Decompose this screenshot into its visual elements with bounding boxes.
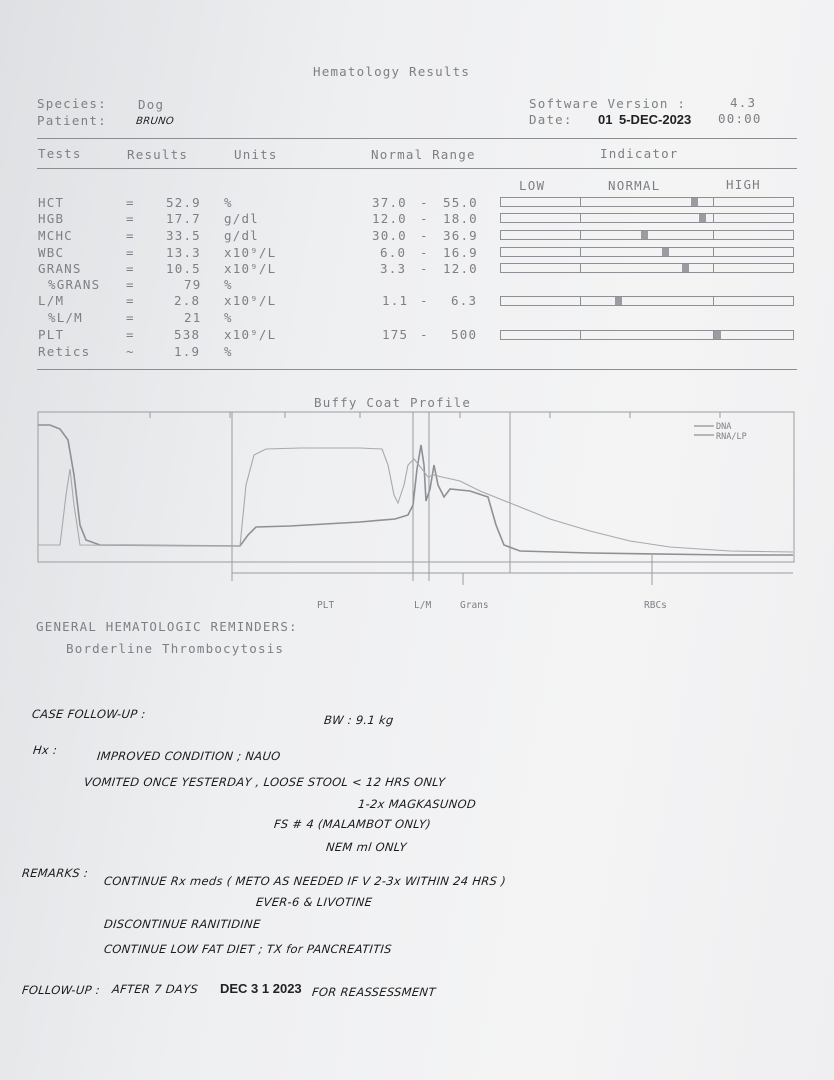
date-prefix: 01: [598, 112, 613, 127]
test-name: PLT: [38, 327, 65, 342]
test-operator: =: [126, 293, 135, 308]
test-operator: =: [126, 211, 135, 226]
test-name: Retics: [38, 344, 91, 359]
indicator-marker: [699, 214, 706, 222]
test-operator: =: [126, 277, 135, 292]
range-dash: -: [420, 293, 429, 308]
test-unit: g/dl: [224, 211, 259, 226]
case-followup-label: CASE FOLLOW-UP :: [31, 707, 147, 721]
range-high: 16.9: [443, 245, 478, 260]
header-tests: Tests: [38, 146, 82, 161]
history-label: Hx :: [32, 743, 58, 757]
patient-name: BRUNO: [135, 116, 175, 127]
header-units: Units: [234, 147, 278, 162]
range-low: 3.3: [380, 261, 407, 276]
test-name: HGB: [38, 211, 65, 226]
indicator-bar: [500, 197, 794, 207]
indicator-bar: [500, 230, 794, 240]
test-result: 79: [184, 277, 202, 292]
range-dash: -: [420, 228, 429, 243]
test-result: 17.7: [166, 211, 201, 226]
history-line-5: NEM ml ONLY: [325, 840, 408, 854]
test-unit: x10⁹/L: [224, 261, 277, 276]
header-results: Results: [127, 147, 189, 162]
remarks-line-1: CONTINUE Rx meds ( METO AS NEEDED IF V 2-3x WITHIN 24 HRS ): [103, 874, 507, 888]
range-low: 175: [382, 327, 409, 342]
followup-end: FOR REASSESSMENT: [311, 985, 437, 999]
test-unit: x10⁹/L: [224, 245, 277, 260]
range-high: 36.9: [443, 228, 478, 243]
range-high: 12.0: [443, 261, 478, 276]
test-result: 13.3: [166, 245, 201, 260]
graph-top-ticks: [150, 412, 720, 418]
test-unit: %: [224, 310, 233, 325]
remarks-line-3: DISCONTINUE RANITIDINE: [103, 917, 262, 931]
indicator-normal-label: NORMAL: [608, 178, 661, 193]
range-low: 30.0: [372, 228, 407, 243]
test-name: HCT: [38, 195, 65, 210]
test-result: 10.5: [166, 261, 201, 276]
region-dividers: [232, 412, 793, 585]
range-dash: -: [420, 211, 429, 226]
buffy-title: Buffy Coat Profile: [314, 395, 472, 410]
test-name: WBC: [38, 245, 65, 260]
indicator-bar: [500, 263, 794, 273]
test-unit: x10⁹/L: [224, 293, 277, 308]
followup-date: DEC 3 1 2023: [220, 981, 302, 996]
test-unit: x10⁹/L: [224, 327, 277, 342]
range-low: 1.1: [382, 293, 409, 308]
history-line-1: IMPROVED CONDITION ; NAUO: [96, 749, 282, 763]
test-operator: ~: [126, 344, 135, 359]
range-low: 37.0: [372, 195, 407, 210]
species-value: Dog: [138, 97, 165, 112]
indicator-bar: [500, 296, 794, 306]
test-unit: g/dl: [224, 228, 259, 243]
test-operator: =: [126, 261, 135, 276]
indicator-bar: [500, 330, 794, 340]
patient-label: Patient:: [37, 113, 107, 128]
legend-dna: DNA: [716, 422, 732, 432]
test-operator: =: [126, 310, 135, 325]
range-high: 500: [451, 327, 478, 342]
test-unit: %: [224, 195, 233, 210]
header-rule-bottom: [37, 168, 797, 169]
reminders-item: Borderline Thrombocytosis: [66, 641, 285, 656]
test-unit: %: [224, 277, 233, 292]
test-operator: =: [126, 195, 135, 210]
test-name: GRANS: [38, 261, 82, 276]
test-result: 21: [184, 310, 202, 325]
software-label: Software Version :: [529, 96, 687, 111]
label-plt: PLT: [317, 600, 335, 611]
test-name: %GRANS: [48, 277, 101, 292]
remarks-line-4: CONTINUE LOW FAT DIET ; TX for PANCREATITIS: [103, 942, 393, 956]
graph-frame: [38, 412, 794, 562]
label-grans: Grans: [460, 600, 489, 611]
date-label: Date:: [529, 112, 573, 127]
test-result: 33.5: [166, 228, 201, 243]
range-dash: -: [420, 261, 429, 276]
indicator-marker: [615, 297, 622, 305]
followup-text: AFTER 7 DAYS: [111, 982, 199, 996]
range-low: 6.0: [380, 245, 407, 260]
history-line-3: 1-2x MAGKASUNOD: [357, 797, 477, 811]
rna-curve: [38, 448, 793, 552]
test-name: %L/M: [48, 310, 83, 325]
range-high: 18.0: [443, 211, 478, 226]
software-version: 4.3: [730, 95, 757, 110]
remarks-line-2: EVER-6 & LIVOTINE: [255, 895, 373, 909]
remarks-label: REMARKS :: [21, 866, 89, 880]
history-line-2: VOMITED ONCE YESTERDAY , LOOSE STOOL < 12 HRS ONLY: [83, 775, 447, 789]
history-line-4: FS # 4 (MALAMBOT ONLY): [273, 817, 432, 831]
test-operator: =: [126, 327, 135, 342]
range-low: 12.0: [372, 211, 407, 226]
range-high: 6.3: [451, 293, 478, 308]
report-title: Hematology Results: [313, 64, 471, 79]
test-operator: =: [126, 228, 135, 243]
indicator-high-label: HIGH: [726, 177, 761, 192]
test-unit: %: [224, 344, 233, 359]
indicator-marker: [662, 248, 669, 256]
indicator-marker: [682, 264, 689, 272]
test-result: 2.8: [174, 293, 201, 308]
legend-rna-lp: RNA/LP: [716, 432, 747, 442]
date-value: 5-DEC-2023: [619, 112, 692, 127]
range-dash: -: [420, 327, 429, 342]
test-name: MCHC: [38, 228, 73, 243]
indicator-bar: [500, 247, 794, 257]
range-dash: -: [420, 245, 429, 260]
test-result: 52.9: [166, 195, 201, 210]
indicator-low-label: LOW: [519, 178, 546, 193]
label-rbcs: RBCs: [644, 600, 667, 611]
species-label: Species:: [37, 96, 107, 111]
indicator-marker: [714, 331, 721, 339]
graph-legend: [694, 422, 747, 442]
time-value: 00:00: [718, 111, 762, 126]
indicator-bar: [500, 213, 794, 223]
header-indicator: Indicator: [600, 146, 679, 161]
test-name: L/M: [38, 293, 65, 308]
range-high: 55.0: [443, 195, 478, 210]
header-rule-top: [37, 138, 797, 139]
dna-curve: [38, 425, 793, 555]
buffy-coat-graph: [30, 405, 805, 615]
followup-label: FOLLOW-UP :: [21, 983, 101, 997]
test-operator: =: [126, 245, 135, 260]
header-range: Normal Range: [371, 147, 476, 162]
indicator-marker: [641, 231, 648, 239]
body-weight: BW : 9.1 kg: [323, 713, 395, 727]
range-dash: -: [420, 195, 429, 210]
indicator-marker: [691, 198, 698, 206]
test-result: 1.9: [174, 344, 201, 359]
table-rule-bottom: [37, 369, 797, 370]
test-result: 538: [174, 327, 201, 342]
label-lm: L/M: [414, 600, 432, 611]
reminders-heading: GENERAL HEMATOLOGIC REMINDERS:: [36, 619, 298, 634]
